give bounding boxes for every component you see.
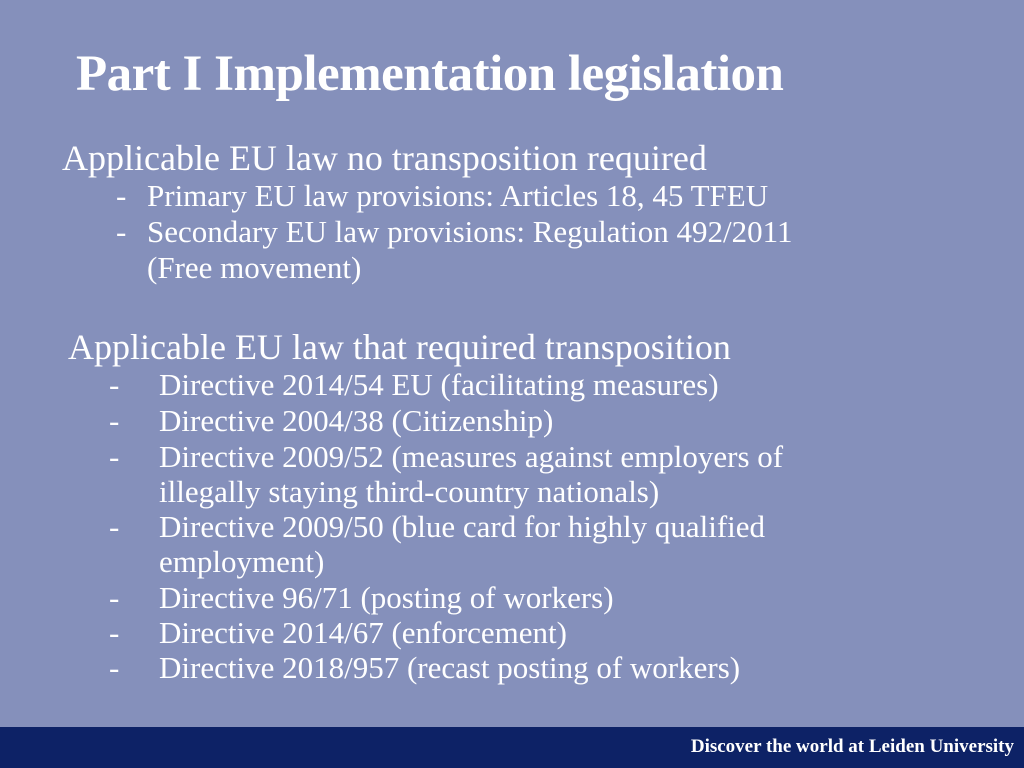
list-item-line: Secondary EU law provisions: Regulation 492/2011 [147,214,793,249]
list-item-line: Primary EU law provisions: Articles 18, 45 TFEU [147,178,769,213]
bullet-dash: - [109,367,120,402]
section-heading: Applicable EU law that required transposition [68,327,731,367]
list-item-line: employment) [159,544,325,579]
bullet-dash: - [116,178,127,213]
list-item-line: Directive 96/71 (posting of workers) [159,580,614,615]
list-item-line: (Free movement) [147,250,362,285]
footer-tagline: Discover the world at Leiden University [690,736,1014,757]
list-item-line: Directive 2014/54 EU (facilitating measures) [159,367,719,402]
bullet-dash: - [109,650,120,685]
slide-title: Part I Implementation legislation [76,46,784,102]
bullet-dash: - [109,580,120,615]
list-item-line: Directive 2009/52 (measures against employers of [159,439,784,474]
list-item-line: Directive 2004/38 (Citizenship) [159,403,554,438]
bullet-dash: - [109,509,120,544]
list-item-line: Directive 2018/957 (recast posting of workers) [159,650,741,685]
bullet-dash: - [109,615,120,650]
list-item-line: illegally staying third-country nationals) [159,474,660,509]
bullet-dash: - [109,439,120,474]
list-item-line: Directive 2009/50 (blue card for highly qualified [159,509,766,544]
section-heading: Applicable EU law no transposition required [62,138,707,178]
list-item-line: Directive 2014/67 (enforcement) [159,615,567,650]
footer-bar [0,727,1024,768]
bullet-dash: - [109,403,120,438]
bullet-dash: - [116,214,127,249]
